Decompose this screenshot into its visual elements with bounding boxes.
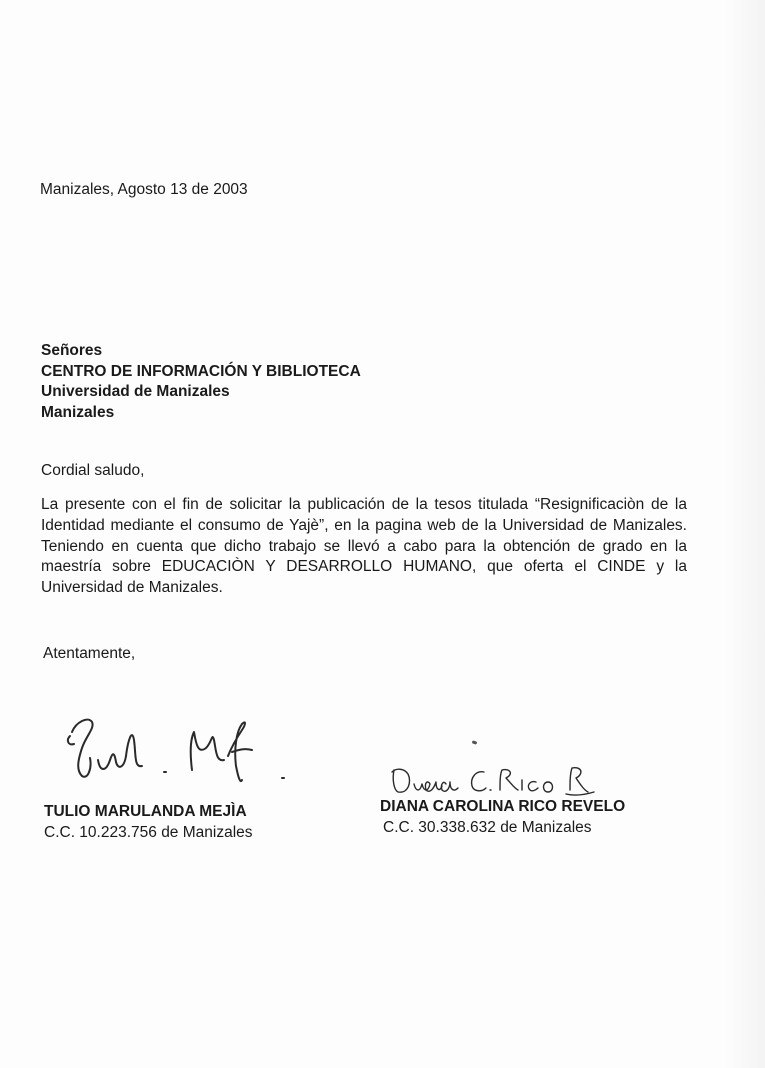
signatory-1 <box>44 801 253 843</box>
signatory-2-id: C.C. 30.338.632 de Manizales <box>383 819 592 836</box>
recipient-organization: CENTRO DE INFORMACIÓN Y BIBLIOTECA <box>41 362 361 380</box>
signature-2-image <box>388 762 598 798</box>
signature-1-image <box>62 710 297 790</box>
letter-body: La presente con el fin de solicitar la publicación de la tesos titulada “Resignificaciòn de la Identidad mediante el consumo de Yajè”, en la pagina web de la Universidad de Manizales. Teniendo en cuenta que dicho trabajo se llevó a cabo para la obtención de grado en la maestría sobre EDUCACIÒN Y DESARROLLO HUMANO, que oferta el CINDE y la Universidad de Manizales. <box>41 496 687 597</box>
signatory-1-id: C.C. 10.223.756 de Manizales <box>44 824 253 841</box>
recipient-institution: Universidad de Manizales <box>41 383 230 400</box>
signatory-2-name: DIANA CAROLINA RICO REVELO <box>380 798 626 815</box>
recipient-salutation: Señores <box>41 342 103 359</box>
signatory-2 <box>380 796 625 838</box>
greeting: Cordial saludo, <box>41 462 145 479</box>
recipient-city: Manizales <box>41 403 115 421</box>
scan-speck <box>472 740 478 745</box>
date-line: Manizales, Agosto 13 de 2003 <box>40 181 248 198</box>
closing: Atentamente, <box>43 645 136 662</box>
signatory-1-name: TULIO MARULANDA MEJÌA <box>44 803 247 820</box>
recipient-block <box>41 341 361 423</box>
